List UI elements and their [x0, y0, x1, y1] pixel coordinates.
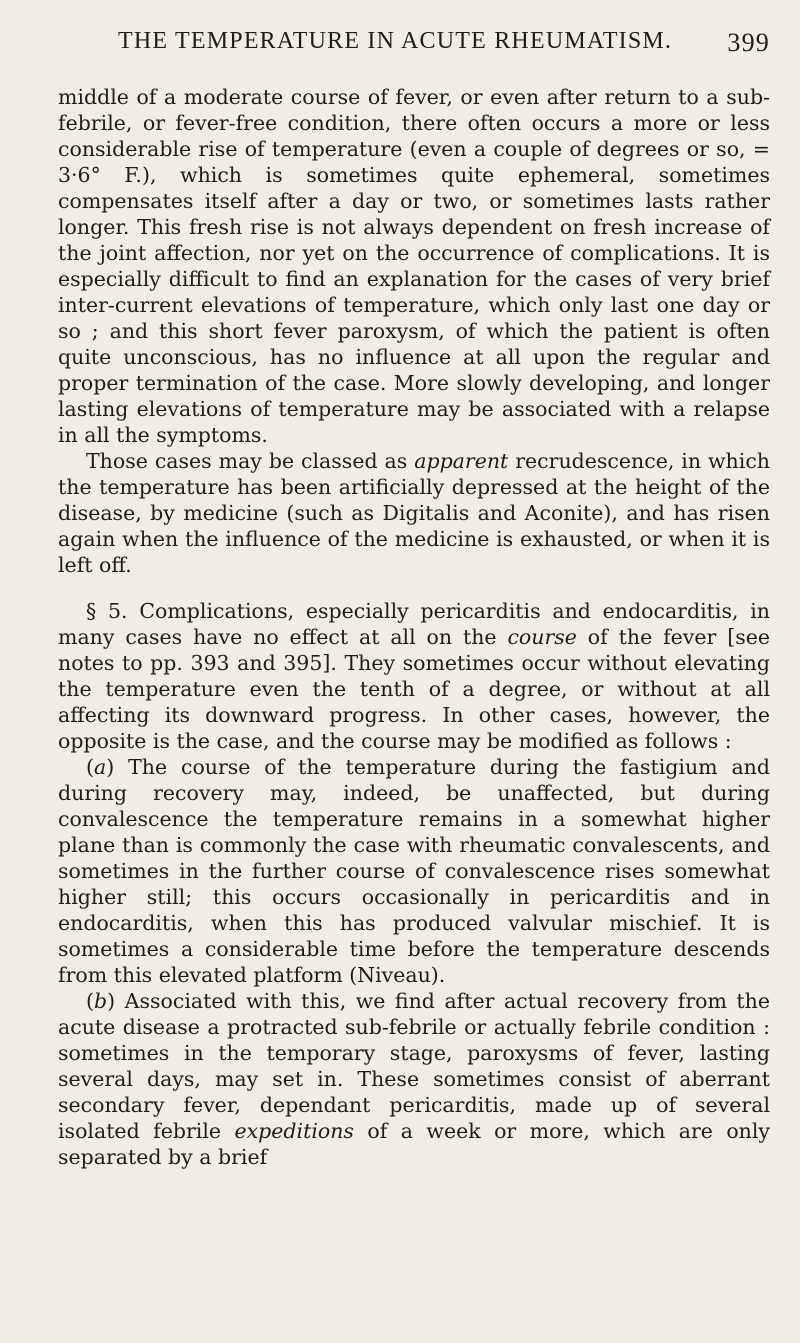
list-label-b: b: [94, 989, 108, 1013]
running-title: THE TEMPERATURE IN ACUTE RHEUMATISM.: [118, 28, 673, 54]
section-5-paragraph: [58, 598, 770, 754]
paragraph-2-text-b: recrudescence, in which the temperature has been artificially depressed at the height of the disease, by medicine (such as Digitalis and Aconite), and has risen again when the influence of the medicine is exhausted, or when it is left off.: [58, 449, 771, 577]
list-item-b-text-a: Associated with this, we find after actual recovery from the acute disease a protracted sub-febrile or actually febrile condition : sometimes in the temporary stage, paroxysms of fever, lasting several days, may set in. These sometimes consist of aberrant secondary fever, dependant pericarditis, made up of several isolated febrile: [58, 989, 771, 1143]
paragraph-2-text-a: Those cases may be classed as: [86, 449, 415, 473]
paragraph-2-emphasis: apparent: [414, 449, 509, 473]
paragraph-1: middle of a moderate course of fever, or even after return to a sub-febrile, or fever-free condition, there often occurs a more or less considerable rise of temperature (even a couple of degrees or so, = 3·6° F.), which is sometimes quite ephemeral, sometimes compensates itself after a day or two, or sometimes lasts rather longer. This fresh rise is not always dependent on fresh increase of the joint affection, nor yet on the occurrence of complications. It is especially difficult to find an explanation for the cases of very brief inter-current elevations of temperature, which only last one day or so ; and this short fever paroxysm, of which the patient is often quite unconscious, has no influence at all upon the regular and proper termination of the case. More slowly developing, and longer lasting elevations of temperature may be associated with a relapse in all the symptoms.: [58, 85, 770, 447]
list-item-a: (a) The course of the temperature during the fastigium and during recovery may, indeed, be unaffected, but during convalescence the temperature remains in a somewhat higher plane than is commonly the case with rheumatic convalescents, and sometimes in the further course of convalescence rises somewhat higher still; this occurs occasionally in pericarditis and in endocarditis, when this has produced valvular mischief. It is sometimes a considerable time before the temperature descends from this elevated platform (Niveau).: [58, 755, 770, 987]
page-number: 399: [727, 28, 770, 57]
list-item-b-emphasis: expeditions: [234, 1119, 354, 1143]
section-5-text-b: of the fever [see notes to pp. 393 and 395]. They sometimes occur without elevating the temperature even the tenth of a degree, or without at all affecting its downward progress. In other cases, however, the opposite is the case, and the course may be modified as follows :: [58, 625, 770, 753]
paragraph-2: [58, 448, 770, 578]
running-head: [118, 20, 770, 60]
list-item-b-text-b: of a week or more, which are only separated by a brief: [58, 1119, 771, 1169]
list-label-a: a: [94, 755, 107, 779]
list-item-a-text: The course of the temperature during the fastigium and during recovery may, indeed, be unaffected, but during convalescence the temperature remains in a somewhat higher plane than is commonly the case with rheumatic convalescents, and sometimes in the further course of convalescence rises somewhat higher still; this occurs occasionally in pericarditis and in endocarditis, when this has produced valvular mischief. It is sometimes a considerable time before the temperature descends from this elevated platform (Niveau).: [58, 755, 770, 987]
section-5-emphasis: course: [507, 625, 577, 649]
list-item-b: (b) Associated with this, we find after actual recovery from the acute disease a protracted sub-febrile or actually febrile condition : sometimes in the temporary stage, paroxysms of fever, lasting several days, may set in. These sometimes consist of aberrant secondary fever, dependant pericarditis, made up of several isolated febrile expeditions of a week or more, which are only separated by a brief: [58, 989, 771, 1169]
body-text: [58, 84, 770, 1170]
section-5-text-a: § 5. Complications, especially pericarditis and endocarditis, in many cases have no effect at all on the: [58, 599, 770, 649]
